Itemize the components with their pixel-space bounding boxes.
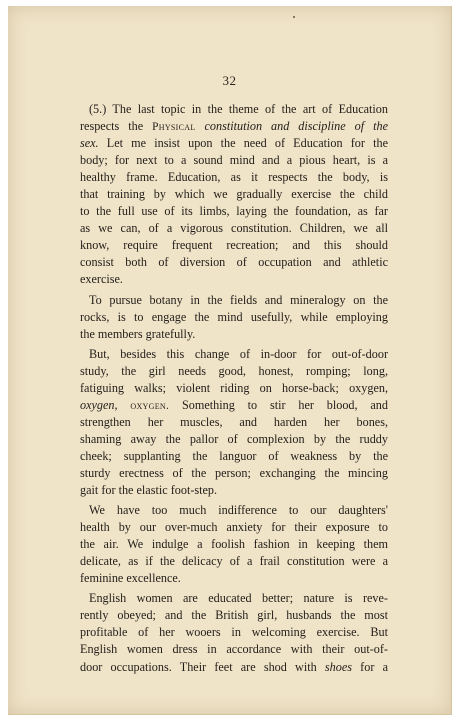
- text-line: the members gratefully.: [80, 326, 196, 341]
- text-line: consist both of diversion of occupation and athletic: [80, 255, 388, 270]
- text-line: study, the girl needs good, honest, romping; long,: [80, 363, 388, 378]
- text-line: feminine excellence.: [80, 571, 181, 586]
- paragraph: [80, 346, 388, 499]
- text-line: sex. Let me insist upon the need of Education for the: [80, 136, 388, 151]
- paragraph: [80, 292, 388, 343]
- text-line: To pursue botany in the fields and mineralogy on the: [89, 292, 388, 307]
- text-line: cheek; supplanting the languor of weakness by the: [80, 448, 388, 463]
- text-line: door occupations. Their feet are shod with shoes for a: [80, 659, 388, 674]
- paragraph: [80, 101, 388, 289]
- text-line: to the full use of its limbs, laying the foundation, as far: [80, 204, 388, 219]
- text-line: We have too much indifference to our daughters': [89, 503, 388, 518]
- text-line: respects the Physical constitution and discipline of the: [80, 119, 388, 134]
- text-line: (5.) The last topic in the theme of the art of Education: [89, 102, 388, 116]
- text-line: strengthen her muscles, and harden her bones,: [80, 414, 388, 429]
- text-line: health by our over-much anxiety for their exposure to: [80, 520, 388, 535]
- paper-speck: [293, 16, 295, 18]
- text-line: shaming away the pallor of complexion by the ruddy: [80, 431, 388, 446]
- text-line: English women dress in accordance with their out-of-: [80, 642, 388, 657]
- text-line: exercise.: [80, 272, 123, 287]
- text-line: fatiguing walks; violent riding on horse-back; oxygen,: [80, 380, 388, 395]
- text-line: gait for the elastic foot-step.: [80, 483, 218, 498]
- paragraph: [80, 590, 388, 675]
- text-line: know, require frequent recreation; and this should: [80, 238, 388, 253]
- text-line: But, besides this change of in-door for out-of-door: [89, 346, 388, 361]
- text-line: sturdy erectness of the person; exchanging the mincing: [80, 465, 388, 480]
- text-line: delicate, as if the delicacy of a frail constitution were a: [80, 554, 388, 569]
- text-line: the air. We indulge a foolish fashion in keeping them: [80, 537, 388, 552]
- text-line: body; for next to a sound mind and a pious heart, is a: [80, 153, 388, 168]
- text-line: that training by which we gradually exercise the child: [80, 187, 388, 202]
- text-line: profitable of her wooers in welcoming exercise. But: [80, 625, 388, 640]
- text-line: rently obeyed; and the British girl, husbands the most: [80, 608, 388, 623]
- page-number: 32: [222, 73, 237, 88]
- text-line: healthy frame. Education, as it respects the body, is: [80, 170, 388, 185]
- text-line: oxygen, oxygen. Something to stir her blood, and: [80, 397, 388, 412]
- paragraph: [80, 502, 388, 587]
- text-line: rocks, is to engage the mind usefully, while employing: [80, 309, 388, 324]
- text-line: as we can, of a vigorous constitution. Children, we all: [80, 221, 388, 236]
- text-line: English women are educated better; nature is reve-: [89, 591, 388, 606]
- body-text: [80, 101, 388, 676]
